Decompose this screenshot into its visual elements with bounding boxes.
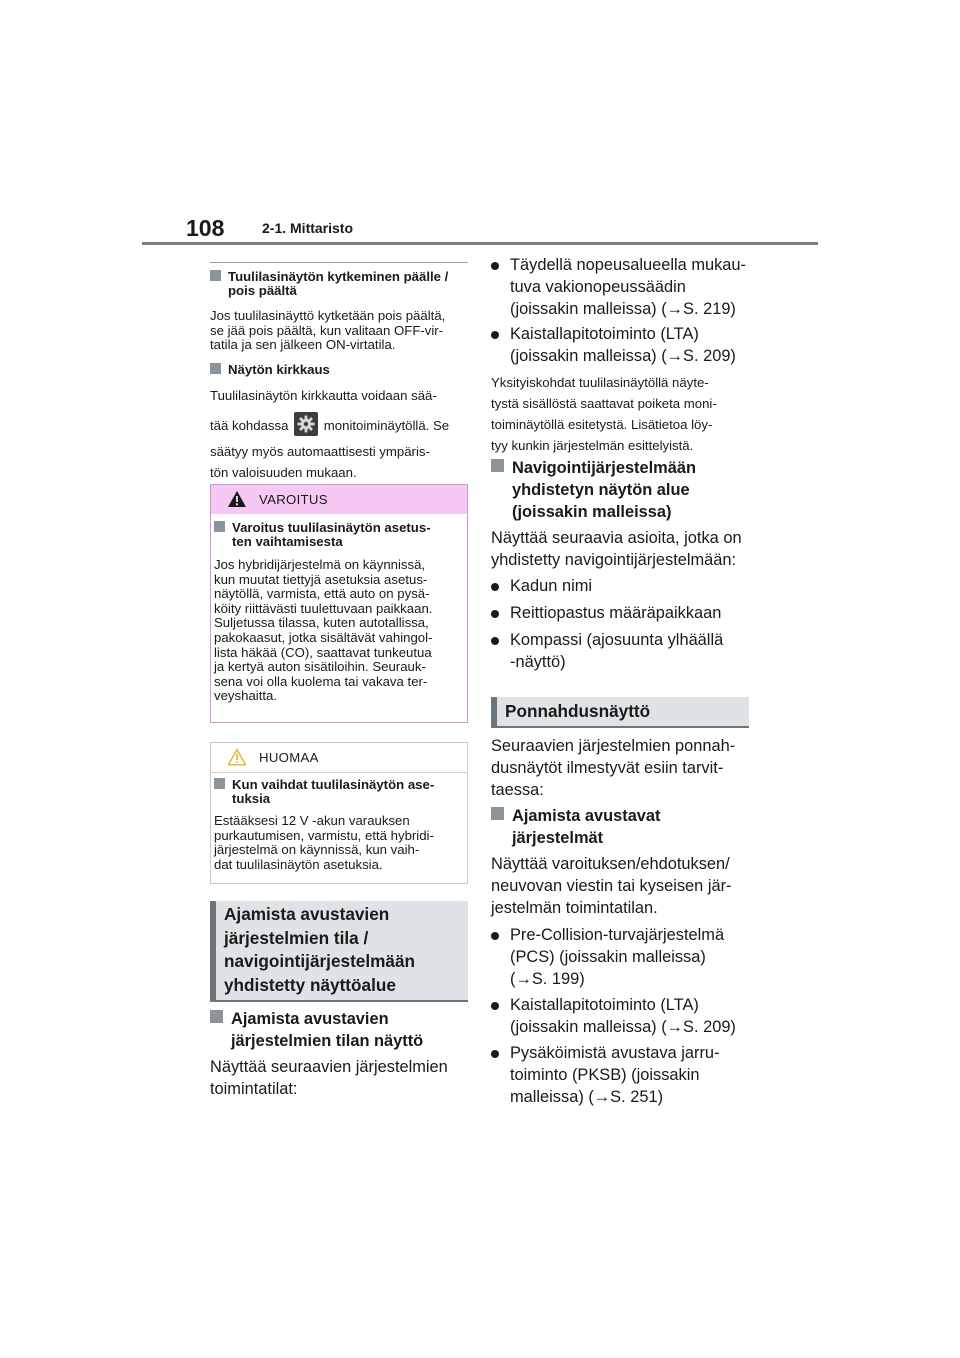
section-band-rule	[210, 1000, 468, 1002]
caution-triangle-icon	[227, 748, 247, 766]
brightness-body: Tuulilasinäytön kirkkautta voidaan sää- tää kohdassa monitoiminäytöllä. Se säätyy myös automaattisesti ympäris- tön valoisuuden mukaan.	[210, 388, 450, 480]
page-number: 108	[186, 215, 225, 241]
list-item: Pre-Collision-turvajärjestelmä (PCS) (joissakin malleissa) (→S. 199)	[491, 924, 753, 990]
caution-box-header	[211, 743, 467, 773]
square-bullet-icon	[214, 521, 225, 532]
warning-triangle-icon	[227, 490, 247, 508]
brightness-heading: Näytön kirkkaus	[210, 363, 472, 377]
square-bullet-icon	[210, 1010, 223, 1023]
bullet-dot-icon	[491, 932, 499, 940]
status-display-body: Näyttää seuraavien järjestelmien toimintatilat:	[210, 1058, 448, 1098]
list-item: Reittiopastus määräpaikkaan	[491, 602, 753, 624]
warning-label: VAROITUS	[259, 492, 328, 507]
assist-systems-heading: Ajamista avustavat järjestelmät	[491, 805, 753, 849]
toggle-body: Jos tuulilasinäyttö kytketään pois päältä, se jää pois päältä, kun valitaan OFF-vir- tatila ja sen jälkeen ON-virtatila.	[210, 308, 446, 353]
caution-label: HUOMAA	[259, 750, 319, 765]
section-band-popup	[491, 697, 749, 726]
square-bullet-icon	[214, 778, 225, 789]
settings-gear-icon	[294, 412, 318, 436]
bullet-dot-icon	[491, 583, 499, 591]
warning-heading: Varoitus tuulilasinäytön asetus- ten vaihtamisesta	[214, 521, 466, 549]
toggle-heading: Tuulilasinäytön kytkeminen päälle / pois päältä	[210, 270, 472, 298]
list-item: Kaistallapitotoiminto (LTA) (joissakin malleissa) (→S. 209)	[491, 994, 753, 1038]
square-bullet-icon	[210, 270, 221, 281]
bullet-dot-icon	[491, 331, 499, 339]
status-display-heading: Ajamista avustavien järjestelmien tilan näyttö	[210, 1008, 472, 1052]
list-item: Kompassi (ajosuunta ylhäällä -näyttö)	[491, 629, 753, 673]
list-item: Pysäköimistä avustava jarru- toiminto (PKSB) (joissakin malleissa) (→S. 251)	[491, 1042, 753, 1108]
bullet-dot-icon	[491, 610, 499, 618]
assist-systems-body: Näyttää varoituksen/ehdotuksen/ neuvovan viestin tai kyseisen jär- jestelmän toimintatilan.	[491, 855, 732, 917]
nav-area-heading: Navigointijärjestelmään yhdistetyn näytön alue (joissakin malleissa)	[491, 457, 753, 523]
bullet-dot-icon	[491, 1050, 499, 1058]
section-band-rule	[491, 726, 749, 728]
bullet-dot-icon	[491, 637, 499, 645]
note-text: Yksityiskohdat tuulilasinäytöllä näyte- tystä sisällöstä saattavat poiketa moni- toiminäytöllä esitetystä. Lisätietoa löy- tyy kunkin järjestelmän esittelyistä.	[491, 375, 717, 453]
section-title: Ajamista avustavien järjestelmien tila / navigointijärjestelmään yhdistetty näyttöalue	[224, 904, 416, 995]
square-bullet-icon	[491, 807, 504, 820]
list-item: Kadun nimi	[491, 575, 753, 597]
list-item: Täydellä nopeusalueella mukau- tuva vakionopeussäädin (joissakin malleissa) (→S. 219)	[491, 254, 753, 320]
popup-body: Seuraavien järjestelmien ponnah- dusnäytöt ilmestyvät esiin tarvit- taessa:	[491, 737, 736, 799]
section-band-status	[210, 901, 468, 1000]
bullet-dot-icon	[491, 1002, 499, 1010]
section-title: Ponnahdusnäyttö	[505, 701, 651, 721]
section-header: 2-1. Mittaristo	[262, 220, 354, 236]
square-bullet-icon	[210, 363, 221, 374]
column-top-rule	[210, 262, 468, 263]
header-rule	[142, 242, 818, 245]
nav-area-body: Näyttää seuraavia asioita, jotka on yhdistetty navigointijärjestelmään:	[491, 529, 742, 569]
warning-box-header	[211, 485, 467, 514]
bullet-dot-icon	[491, 262, 499, 270]
caution-body: Estääksesi 12 V -akun varauksen purkautumisen, varmistu, että hybridi- järjestelmä on käynnissä, kun vaih- dat tuulilasinäytön asetuksia.	[214, 813, 434, 872]
square-bullet-icon	[491, 459, 504, 472]
caution-heading: Kun vaihdat tuulilasinäytön ase- tuksia	[214, 778, 466, 806]
list-item: Kaistallapitotoiminto (LTA) (joissakin malleissa) (→S. 209)	[491, 323, 753, 367]
warning-body: Jos hybridijärjestelmä on käynnissä, kun muutat tiettyjä asetuksia asetus- näytöllä, varmista, että auto on pysä- köity riittävästi tuulettuvaan paikkaan. Suljetussa tilassa, kuten autotallissa, pakokaasut, jotka sisältävät vahingol- lista häkää (CO), saattavat tunkeutua ja kertyä auton sisätiloihin. Seurauk- sena voi olla kuolema tai vakava ter- veyshaitta.	[214, 557, 433, 704]
